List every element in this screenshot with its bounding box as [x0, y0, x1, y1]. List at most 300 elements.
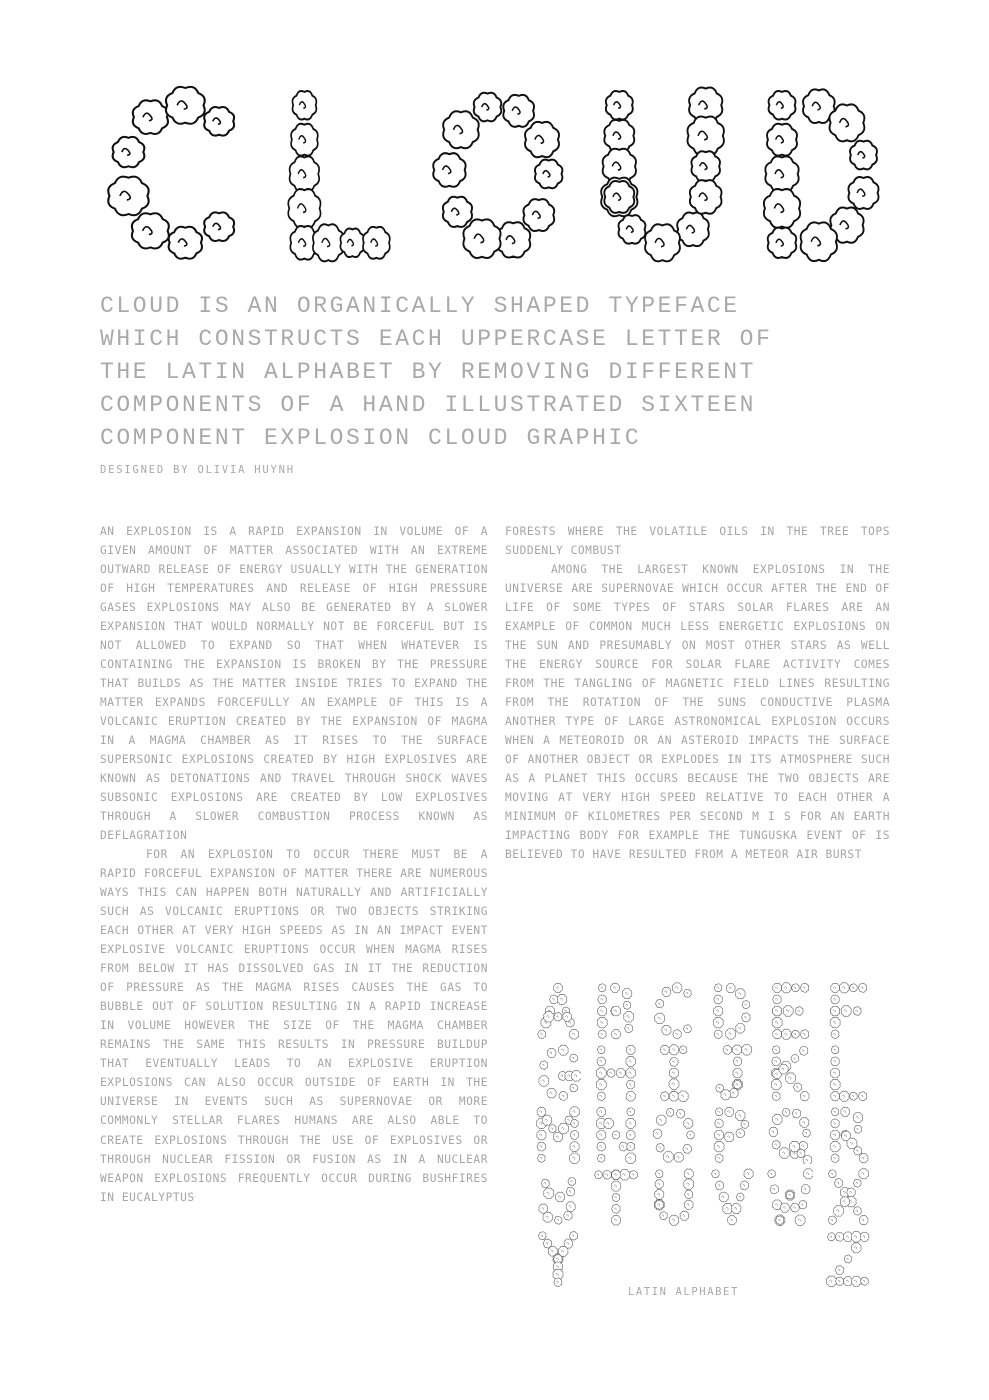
cloud-puff	[851, 1276, 861, 1286]
cloud-puff	[625, 1024, 633, 1033]
cloud-puff	[655, 1013, 665, 1024]
cloud-puff	[626, 1130, 635, 1139]
cloud-puff	[540, 1061, 548, 1070]
intro-line: THE LATIN ALPHABET BY REMOVING DIFFERENT	[100, 359, 757, 385]
cloud-puff	[669, 1045, 679, 1055]
cloud-puff	[786, 1191, 794, 1199]
cloud-puff	[770, 1185, 778, 1194]
cloud-puff	[800, 1030, 808, 1039]
cloud-puff	[683, 1144, 691, 1153]
cloud-puff	[537, 1107, 546, 1116]
cloud-puff	[554, 1278, 562, 1287]
cloud-puff	[854, 1125, 862, 1133]
cloud-puff	[714, 1030, 722, 1039]
cloud-puff	[539, 1076, 549, 1087]
cloud-puff	[831, 995, 839, 1004]
cloud-puff	[800, 1118, 809, 1128]
cloud-puff	[433, 153, 465, 187]
cloud-puff	[800, 983, 808, 992]
cloud-puff	[853, 1007, 861, 1016]
cloud-puff	[831, 1119, 839, 1128]
cloud-puff	[596, 1068, 606, 1079]
cloud-puff	[598, 984, 606, 992]
cloud-puff	[853, 1207, 861, 1216]
cloud-puff	[715, 1181, 723, 1190]
cloud-puff	[660, 1045, 669, 1054]
cloud-puff	[538, 1232, 546, 1240]
cloud-puff	[166, 87, 205, 124]
cloud-puff	[792, 1030, 800, 1038]
cloud-puff	[542, 1115, 552, 1125]
cloud-puff	[834, 1179, 842, 1188]
cloud-puff	[543, 1212, 553, 1222]
cloud-puff	[715, 1154, 723, 1163]
cloud-puff	[547, 1088, 556, 1098]
cloud-puff	[767, 124, 797, 156]
cloud-puff	[655, 1170, 663, 1178]
cloud-puff	[626, 1153, 636, 1164]
cloud-puff	[772, 1057, 780, 1066]
cloud-puff	[611, 1006, 620, 1016]
alphabet-glyph-r	[825, 1106, 871, 1164]
body-paragraph: FORESTS WHERE THE VOLATILE OILS IN THE TREE TOPS SUDDENLY COMBUST	[505, 525, 890, 558]
cloud-puff	[558, 1045, 568, 1055]
cloud-puff	[629, 1170, 637, 1179]
cloud-puff	[443, 197, 472, 227]
cloud-puff	[715, 1108, 723, 1116]
cloud-puff	[736, 1193, 744, 1201]
cloud-puff	[558, 1123, 568, 1134]
cloud-puff	[804, 1169, 813, 1179]
intro-line: COMPONENTS OF A HAND ILLUSTRATED SIXTEEN	[100, 392, 757, 418]
cloud-puff	[786, 1073, 796, 1084]
alphabet-glyph-t	[593, 1168, 639, 1226]
cloud-puff	[627, 1108, 635, 1116]
cloud-puff	[674, 1152, 683, 1162]
cloud-puff	[619, 1142, 627, 1151]
cloud-puff	[844, 1255, 852, 1263]
cloud-puff	[612, 1193, 620, 1201]
cloud-puff	[690, 180, 722, 214]
cloud-puff	[555, 1192, 564, 1202]
cloud-puff	[627, 1142, 635, 1151]
cloud-puff	[544, 1011, 554, 1022]
cloud-puff	[554, 1216, 562, 1224]
cloud-puff	[799, 1200, 807, 1209]
cloud-puff	[791, 1054, 799, 1062]
alphabet-glyph-o	[651, 1106, 697, 1164]
cloud-puff	[725, 1107, 734, 1116]
cloud-puff	[132, 213, 169, 248]
cloud-puff	[544, 1188, 554, 1199]
cloud-puff	[799, 1141, 807, 1150]
intro-line: WHICH CONSTRUCTS EACH UPPERCASE LETTER OF	[100, 326, 773, 352]
cloud-puff	[288, 189, 320, 228]
alphabet-glyph-b	[593, 982, 639, 1040]
alphabet-glyph-p	[709, 1106, 755, 1164]
cloud-puff	[570, 1084, 578, 1092]
cloud-puff	[712, 1170, 720, 1178]
cloud-puff	[853, 1179, 861, 1187]
cloud-puff	[626, 1091, 635, 1101]
cloud-puff	[612, 1204, 620, 1213]
cloud-puff	[604, 1118, 614, 1128]
cloud-puff	[291, 124, 318, 156]
designer-credit: DESIGNED BY OLIVIA HUYNH	[100, 464, 295, 476]
cloud-puff	[598, 1030, 606, 1039]
cloud-puff	[801, 222, 837, 261]
cloud-puff	[557, 994, 567, 1004]
cloud-puff	[765, 156, 798, 191]
cloud-puff	[677, 213, 709, 247]
cloud-puff	[525, 122, 559, 157]
cloud-puff	[723, 1045, 731, 1054]
cloud-puff	[569, 1029, 578, 1039]
cloud-puff	[854, 1146, 862, 1155]
cloud-puff	[687, 116, 723, 155]
cloud-puff	[672, 983, 682, 993]
cloud-puff	[463, 219, 500, 258]
cloud-puff	[611, 983, 620, 992]
alphabet-specimen	[535, 982, 865, 1302]
cloud-puff	[732, 1045, 741, 1055]
intro-line: CLOUD IS AN ORGANICALLY SHAPED TYPEFACE	[100, 293, 740, 319]
cloud-puff	[564, 1211, 573, 1220]
cloud-puff	[714, 995, 722, 1004]
cloud-puff	[597, 1057, 605, 1066]
cloud-puff	[597, 1107, 606, 1116]
hero-title	[100, 88, 890, 260]
cloud-puff	[779, 1148, 789, 1159]
alphabet-caption: LATIN ALPHABET	[628, 1286, 739, 1298]
cloud-puff	[547, 1048, 556, 1057]
cloud-puff	[830, 1017, 840, 1028]
cloud-puff	[744, 1169, 753, 1179]
cloud-puff	[713, 1017, 723, 1028]
cloud-puff	[597, 1154, 605, 1162]
cloud-puff	[781, 983, 791, 993]
cloud-puff	[840, 1197, 849, 1207]
cloud-puff	[781, 1203, 790, 1212]
cloud-puff	[685, 1190, 693, 1199]
cloud-puff	[800, 1092, 809, 1101]
cloud-puff	[678, 1091, 688, 1102]
cloud-puff	[714, 984, 722, 992]
cloud-puff	[715, 1119, 723, 1128]
hero-letter-u	[595, 88, 730, 260]
cloud-puff	[736, 1023, 745, 1033]
alphabet-glyph-w	[767, 1168, 813, 1226]
cloud-puff	[571, 1071, 581, 1082]
cloud-puff	[612, 1030, 621, 1039]
cloud-puff	[566, 1202, 575, 1212]
cloud-puff	[597, 1142, 605, 1151]
cloud-puff	[828, 1170, 836, 1178]
cloud-puff	[735, 1110, 745, 1120]
cloud-puff	[779, 1064, 788, 1074]
alphabet-glyph-e	[767, 982, 813, 1040]
cloud-puff	[313, 224, 344, 261]
cloud-puff	[830, 1068, 839, 1078]
cloud-puff	[792, 984, 800, 992]
cloud-puff	[570, 1054, 578, 1062]
cloud-puff	[626, 1118, 636, 1128]
cloud-puff	[764, 189, 800, 228]
cloud-puff	[656, 1115, 666, 1125]
cloud-puff	[523, 199, 554, 231]
cloud-puff	[541, 1179, 549, 1188]
cloud-puff	[645, 224, 680, 261]
cloud-puff	[725, 1132, 734, 1142]
cloud-puff	[687, 1131, 695, 1139]
alphabet-glyph-n	[593, 1106, 639, 1164]
intro-line: COMPONENT EXPLOSION CLOUD GRAPHIC	[100, 425, 642, 451]
cloud-puff	[290, 156, 320, 191]
hero-letter-l	[278, 88, 398, 260]
cloud-puff	[626, 1045, 635, 1054]
alphabet-glyph-j	[709, 1044, 755, 1102]
cloud-puff	[859, 1169, 869, 1179]
cloud-puff	[496, 222, 530, 257]
cloud-puff	[795, 1215, 805, 1226]
body-column-left	[100, 522, 488, 1302]
cloud-puff	[604, 181, 634, 213]
cloud-puff	[684, 1169, 693, 1179]
cloud-puff	[714, 1141, 724, 1152]
cloud-puff	[626, 1068, 636, 1078]
cloud-puff	[604, 120, 634, 152]
cloud-puff	[570, 1232, 578, 1241]
cloud-puff	[772, 1017, 782, 1028]
cloud-puff	[841, 1006, 851, 1017]
cloud-puff	[782, 1108, 790, 1116]
cloud-puff	[684, 1119, 693, 1129]
cloud-puff	[714, 1130, 723, 1140]
cloud-puff	[831, 1108, 839, 1116]
body-paragraph: AN EXPLOSION IS A RAPID EXPANSION IN VOLUME OF A GIVEN AMOUNT OF MATTER ASSOCIATED WITH AN EXTREME OUTWARD RELEASE OF ENERGY USUALLY WITH THE GENERATION OF HIGH TEMPERATURES AND RELEASE OF HIGH PRESSURE GASES EXPLOSIONS MAY ALSO BE GENERATED BY A SLOWER EXPANSION THAT WOULD NORMALLY NOT BE FORCEFUL BUT IS NOT ALLOWED TO EXPAND SO THAT WHEN WHATEVER IS CONTAINING THE EXPANSION IS BROKEN BY THE PRESSURE THAT BUILDS AS THE MATTER INSIDE TRIES TO EXPAND THE MATTER EXPANDS FORCEFULLY AN EXAMPLE OF THIS IS A VOLCANIC ERUPTION CREATED BY THE EXPANSION OF MAGMA IN A MAGMA CHAMBER AS IT RISES TO THE SURFACE SUPERSONIC EXPLOSIONS CREATED BY HIGH EXPLOSIVES ARE KNOWN AS DETONATIONS AND TRAVEL THROUGH SHOCK WAVES SUBSONIC EXPLOSIONS ARE CREATED BY LOW EXPLOSIVES THROUGH A SLOWER COMBUSTION PROCESS KNOWN AS DEFLAGRATION	[100, 525, 488, 843]
cloud-puff	[726, 1029, 736, 1040]
cloud-puff	[861, 1277, 869, 1285]
cloud-puff	[826, 1276, 836, 1287]
alphabet-glyph-k	[767, 1044, 813, 1102]
cloud-puff	[598, 1006, 607, 1016]
cloud-puff	[772, 1114, 782, 1124]
cloud-puff	[835, 1232, 843, 1241]
cloud-puff	[655, 1190, 664, 1200]
cloud-puff	[847, 1188, 855, 1197]
cloud-puff	[663, 1151, 673, 1162]
cloud-puff	[851, 1243, 861, 1253]
cloud-puff	[719, 1192, 728, 1202]
alphabet-glyph-y	[535, 1230, 581, 1288]
cloud-puff	[611, 1181, 621, 1191]
cloud-puff	[831, 1046, 839, 1054]
cloud-puff	[538, 1030, 546, 1039]
cloud-puff	[666, 1108, 674, 1116]
cloud-puff	[829, 104, 864, 141]
cloud-puff	[566, 1187, 575, 1196]
cloud-puff	[714, 1006, 723, 1016]
cloud-puff	[768, 1170, 776, 1178]
cloud-puff	[570, 1153, 580, 1164]
cloud-puff	[831, 1154, 839, 1163]
cloud-puff	[736, 1129, 744, 1138]
cloud-puff	[108, 177, 148, 216]
cloud-puff	[858, 1092, 866, 1101]
cloud-puff	[676, 1109, 684, 1118]
cloud-puff	[620, 1169, 630, 1180]
cloud-puff	[772, 1046, 780, 1054]
cloud-puff	[133, 100, 168, 134]
hero-letter-d	[755, 88, 890, 260]
cloud-puff	[503, 95, 534, 127]
cloud-puff	[772, 1140, 780, 1149]
alphabet-glyph-c	[651, 982, 697, 1040]
cloud-puff	[731, 1203, 741, 1213]
cloud-puff	[538, 1154, 546, 1162]
cloud-puff	[742, 1001, 750, 1009]
cloud-puff	[656, 1143, 664, 1152]
cloud-puff	[598, 995, 606, 1004]
cloud-puff	[660, 1212, 668, 1220]
cloud-puff	[597, 1017, 607, 1028]
cloud-puff	[655, 1180, 663, 1189]
cloud-puff	[858, 983, 866, 992]
cloud-puff	[570, 1142, 579, 1152]
cloud-puff	[626, 1056, 636, 1066]
cloud-puff	[656, 999, 664, 1008]
cloud-puff	[669, 1215, 679, 1225]
cloud-puff	[622, 988, 632, 998]
alphabet-glyph-g	[535, 1044, 581, 1102]
cloud-puff	[831, 1092, 840, 1101]
cloud-puff	[733, 1068, 742, 1078]
cloud-puff	[830, 1141, 840, 1152]
alphabet-glyph-z	[825, 1230, 871, 1288]
cloud-puff	[571, 1119, 579, 1127]
cloud-puff	[607, 1069, 615, 1078]
alphabet-glyph-a	[535, 982, 581, 1040]
cloud-puff	[735, 989, 745, 999]
alphabet-glyph-l	[825, 1044, 871, 1102]
cloud-puff	[669, 1079, 679, 1090]
cloud-puff	[563, 1012, 572, 1021]
cloud-puff	[612, 1131, 620, 1139]
hero-letter-o	[430, 88, 568, 260]
cloud-puff	[797, 1149, 805, 1158]
cloud-puff	[597, 1130, 606, 1140]
cloud-puff	[791, 1203, 799, 1212]
cloud-puff	[801, 1185, 810, 1194]
cloud-puff	[836, 1277, 844, 1286]
cloud-puff	[662, 1025, 671, 1035]
cloud-puff	[776, 1216, 784, 1225]
cloud-puff	[660, 1092, 668, 1101]
cloud-puff	[684, 989, 692, 997]
cloud-puff	[834, 1206, 844, 1217]
cloud-puff	[655, 1200, 663, 1209]
cloud-puff	[831, 983, 840, 992]
cloud-puff	[848, 177, 878, 209]
cloud-puff	[554, 1013, 562, 1022]
cloud-puff	[684, 1025, 692, 1033]
cloud-puff	[835, 1266, 843, 1275]
cloud-puff	[841, 1107, 850, 1116]
cloud-puff	[831, 1030, 839, 1039]
cloud-puff	[443, 111, 479, 148]
cloud-puff	[831, 1057, 839, 1066]
cloud-puff	[612, 1170, 621, 1179]
cloud-puff	[597, 1046, 605, 1054]
cloud-puff	[673, 1030, 681, 1039]
alphabet-glyph-i	[651, 1044, 697, 1102]
cloud-puff	[669, 1068, 678, 1078]
intro-paragraph	[100, 290, 890, 455]
cloud-puff	[773, 995, 781, 1004]
cloud-puff	[773, 983, 782, 992]
cloud-puff	[537, 1130, 546, 1140]
cloud-puff	[549, 1125, 557, 1133]
cloud-puff	[733, 1057, 741, 1066]
cloud-puff	[603, 1170, 611, 1179]
cloud-puff	[742, 1013, 750, 1022]
cloud-puff	[803, 1129, 811, 1137]
cloud-puff	[828, 1233, 836, 1241]
cloud-puff	[554, 983, 563, 992]
cloud-puff	[859, 1216, 868, 1225]
cloud-puff	[169, 227, 202, 259]
cloud-puff	[623, 1001, 631, 1009]
cloud-puff	[844, 1277, 853, 1286]
cloud-puff	[771, 1079, 781, 1090]
cloud-puff	[839, 1091, 849, 1101]
cloud-puff	[773, 1030, 782, 1039]
cloud-puff	[363, 227, 390, 259]
cloud-puff	[794, 1083, 802, 1092]
cloud-puff	[570, 1107, 580, 1117]
cloud-puff	[728, 1216, 737, 1225]
cloud-puff	[850, 984, 858, 992]
cloud-puff	[860, 1232, 869, 1241]
alphabet-glyph-v	[709, 1168, 755, 1226]
body-paragraph: FOR AN EXPLOSION TO OCCUR THERE MUST BE A RAPID FORCEFUL EXPANSION OF MATTER THERE ARE NUMEROUS WAYS THIS CAN HAPPEN BOTH NATURALLY AND ARTIFICIALLY SUCH AS VOLCANIC ERUPTIONS OR TWO OBJECTS STRIKING EACH OTHER AT VERY HIGH SPEEDS AS IN AN IMPACT EVENT EXPLOSIVE VOLCANIC ERUPTIONS OCCUR WHEN MAGMA RISES FROM BELOW IT HAS DISSOLVED GAS IN IT THE REDUCTION OF PRESSURE AS THE MAGMA RISES CAUSES THE GAS TO BUBBLE OUT OF SOLUTION RESULTING IN A RAPID INCREASE IN VOLUME HOWEVER THE SIZE OF THE MAGMA CHAMBER REMAINS THE SAME THIS RESULTS IN PRESSURE BUILDUP THAT EVENTUALLY LEADS TO AN EXPLOSIVE ERUPTION EXPLOSIONS CAN ALSO OCCUR OUTSIDE OF EARTH IN THE UNIVERSE IN EVENTS SUCH AS SUPERNOVAE OR MORE COMMONLY STELLAR FLARES HUMANS ARE ALSO ABLE TO CREATE EXPLOSIONS THROUGH THE USE OF EXPLOSIVES OR THROUGH NUCLEAR FISSION OR FUSION AS IN A NUCLEAR WEAPON EXPLOSIONS FREQUENTLY OCCUR DURING BUSHFIRES IN EUCALYPTUS	[100, 848, 488, 1204]
alphabet-glyph-m	[535, 1106, 581, 1164]
cloud-puff	[684, 1200, 693, 1209]
cloud-puff	[740, 1181, 748, 1190]
alphabet-glyph-s	[535, 1168, 581, 1226]
body-column-right	[505, 522, 890, 942]
cloud-puff	[537, 1142, 545, 1151]
alphabet-glyph-h	[593, 1044, 639, 1102]
cloud-puff	[568, 1177, 576, 1185]
cloud-puff	[624, 1011, 634, 1022]
cloud-puff	[716, 1084, 724, 1092]
cloud-puff	[772, 1006, 781, 1016]
alphabet-glyph-d	[709, 982, 755, 1040]
cloud-puff	[679, 1046, 687, 1054]
cloud-puff	[853, 1112, 863, 1122]
cloud-puff	[741, 1120, 749, 1128]
alphabet-glyph-q	[767, 1106, 813, 1164]
cloud-puff	[617, 1068, 626, 1077]
cloud-puff	[830, 1079, 840, 1090]
cloud-puff	[799, 1046, 807, 1055]
cloud-puff	[595, 1171, 603, 1179]
cloud-puff	[830, 1006, 839, 1016]
cloud-puff	[772, 1092, 780, 1101]
cloud-puff	[859, 1154, 868, 1163]
cloud-puff	[684, 1179, 694, 1190]
